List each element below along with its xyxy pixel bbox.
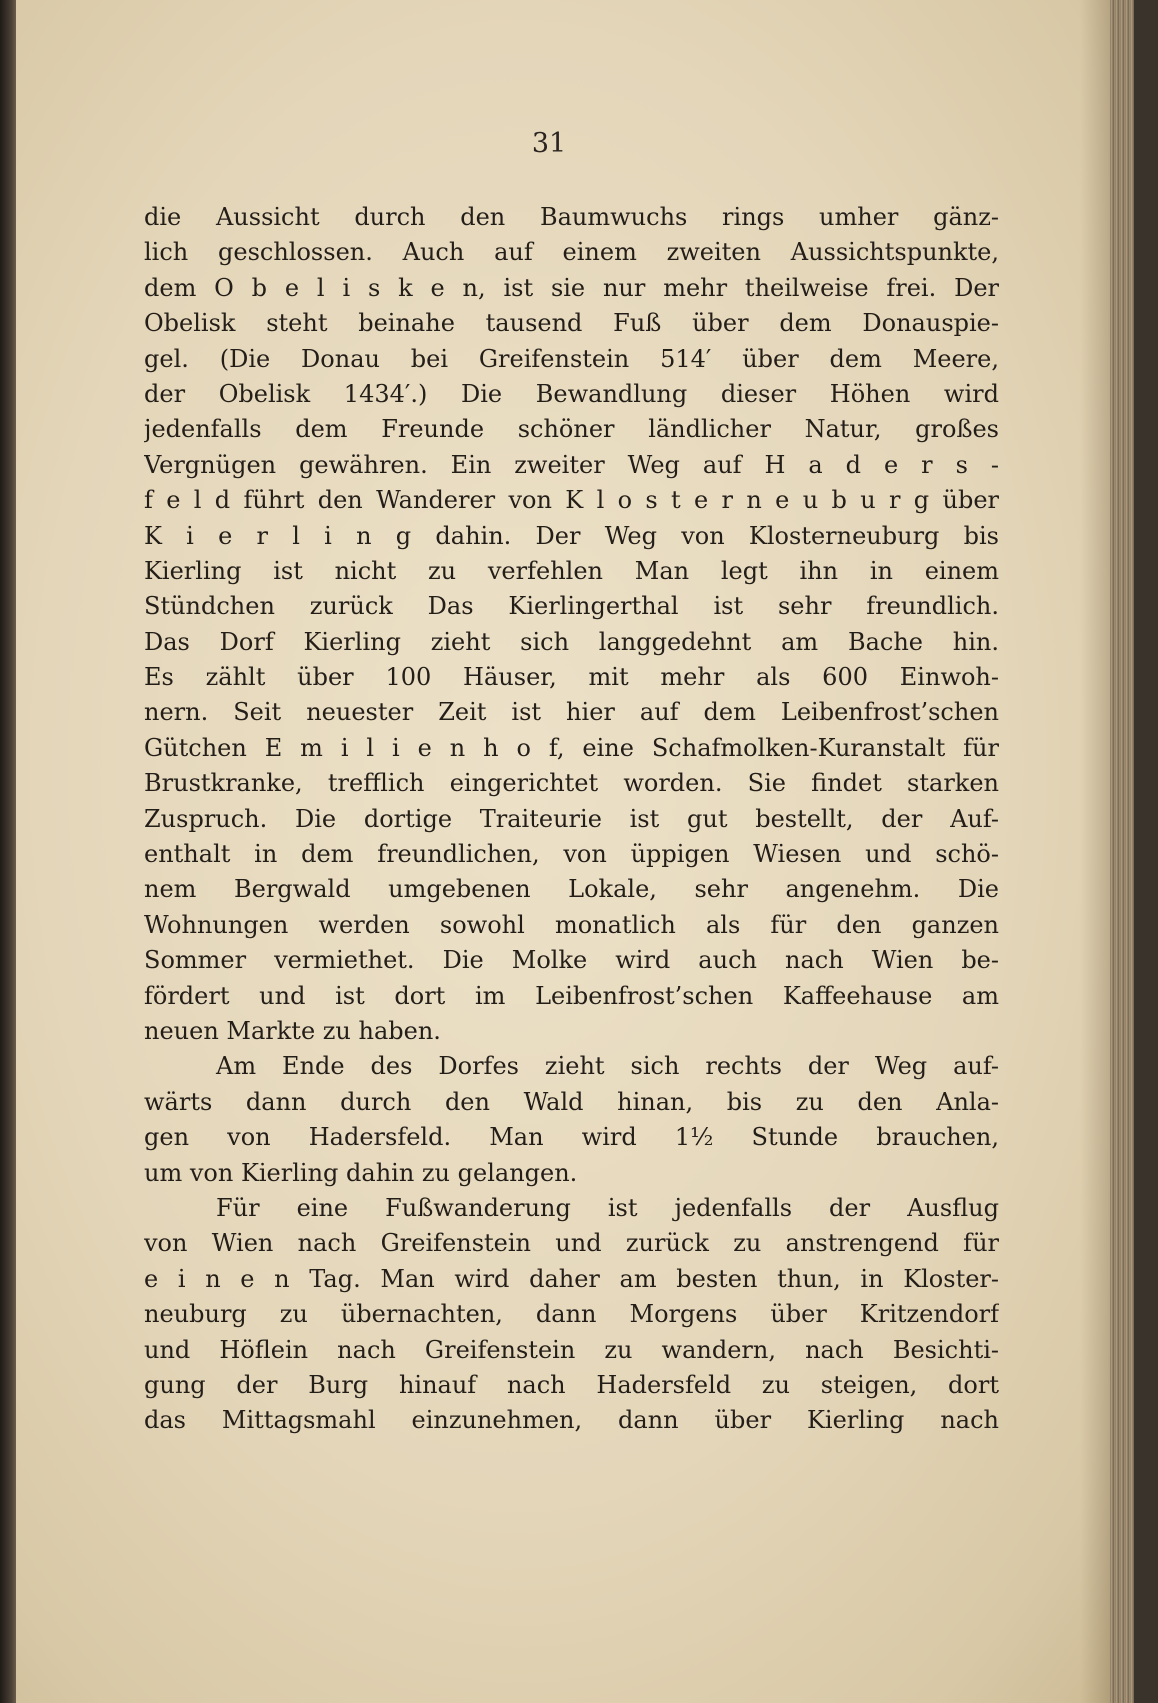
text-line: jedenfalls dem Freunde schöner ländlicher Natur, großes — [144, 415, 999, 444]
text-line: Sommer vermiethet. Die Molke wird auch nach Wien be- — [144, 946, 999, 975]
text-line: Für eine Fußwanderung ist jedenfalls der Ausflug — [216, 1193, 999, 1222]
text-line: Das Dorf Kierling zieht sich langgedehnt am Bache hin. — [144, 627, 999, 656]
text-line: neuburg zu übernachten, dann Morgens über Kritzendorf — [144, 1300, 999, 1329]
text-line: das Mittagsmahl einzunehmen, dann über Kierling nach — [144, 1406, 999, 1435]
text-line: um von Kierling dahin zu gelangen. — [144, 1158, 578, 1187]
text-line: Wohnungen werden sowohl monatlich als für den ganzen — [144, 910, 999, 939]
text-line: Es zählt über 100 Häuser, mit mehr als 600 Einwoh- — [144, 663, 999, 692]
text-line: die Aussicht durch den Baumwuchs rings umher gänz- — [144, 203, 999, 231]
text-line: nern. Seit neuester Zeit ist hier auf dem Leibenfrost’schen — [144, 698, 999, 727]
text-line: K i e r l i n g dahin. Der Weg von Klosterneuburg bis — [144, 521, 999, 550]
text-line: enthalt in dem freundlichen, von üppigen Wiesen und schö- — [144, 840, 999, 869]
text-line: lich geschlossen. Auch auf einem zweiten Aussichtspunkte, — [144, 238, 999, 267]
text-line: nem Bergwald umgebenen Lokale, sehr angenehm. Die — [144, 875, 999, 904]
body-text — [144, 200, 999, 1439]
text-line: Am Ende des Dorfes zieht sich rechts der Weg auf- — [216, 1052, 999, 1081]
book-spine — [0, 0, 16, 1703]
page-number: 31 — [531, 128, 567, 159]
text-line: der Obelisk 1434′.) Die Bewandlung dieser Höhen wird — [144, 379, 999, 408]
text-line: von Wien nach Greifenstein und zurück zu anstrengend für — [144, 1229, 999, 1258]
text-line: fördert und ist dort im Leibenfrost’schen Kaffeehause am — [144, 981, 999, 1010]
text-line: Zuspruch. Die dortige Traiteurie ist gut bestellt, der Auf- — [144, 804, 999, 833]
page-stack-edge — [1110, 0, 1134, 1703]
text-line: Obelisk steht beinahe tausend Fuß über dem Donauspie- — [144, 309, 999, 338]
text-line: wärts dann durch den Wald hinan, bis zu den Anla- — [144, 1087, 999, 1116]
text-line: gung der Burg hinauf nach Hadersfeld zu steigen, dort — [144, 1370, 999, 1399]
text-line: dem O b e l i s k e n, ist sie nur mehr theilweise frei. Der — [144, 273, 999, 302]
text-line: gel. (Die Donau bei Greifenstein 514′ über dem Meere, — [144, 344, 999, 373]
text-line: Vergnügen gewähren. Ein zweiter Weg auf H a d e r s - — [144, 450, 999, 479]
page — [16, 0, 1134, 1703]
text-line: e i n e n Tag. Man wird daher am besten thun, in Kloster- — [144, 1264, 999, 1293]
text-line: Gütchen E m i l i e n h o f, eine Schafmolken-Kuranstalt für — [144, 733, 999, 762]
text-line: gen von Hadersfeld. Man wird 1½ Stunde brauchen, — [144, 1123, 999, 1152]
text-line: und Höflein nach Greifenstein zu wandern, nach Besichti- — [144, 1335, 999, 1364]
text-line: Brustkranke, trefflich eingerichtet worden. Sie findet starken — [144, 769, 999, 798]
text-line: f e l d führt den Wanderer von K l o s t e r n e u b u r g über — [144, 486, 999, 515]
text-line: Stündchen zurück Das Kierlingerthal ist sehr freundlich. — [144, 592, 999, 621]
text-line: neuen Markte zu haben. — [144, 1016, 441, 1045]
page-edge-shadow — [1080, 0, 1110, 1703]
text-line: Kierling ist nicht zu verfehlen Man legt ihn in einem — [144, 556, 999, 585]
